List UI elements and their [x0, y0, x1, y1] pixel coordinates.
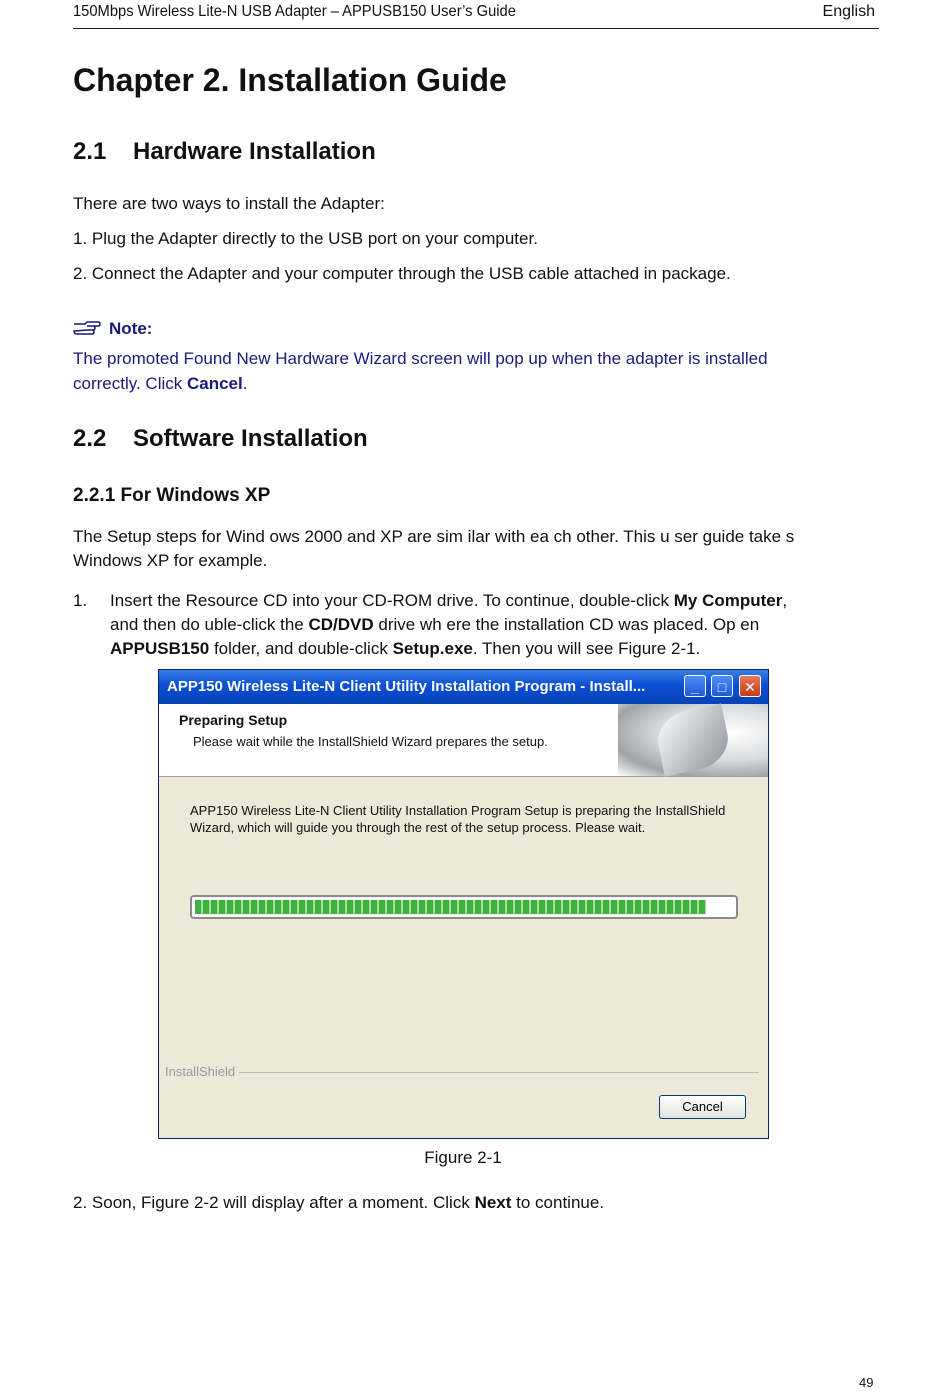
step-text: . Then you will see Figure 2-1. — [472, 639, 701, 658]
step-text: Insert the Resource CD into your CD-ROM drive. To continue, double-click — [110, 591, 674, 610]
note-line-2 — [73, 371, 247, 396]
note-heading — [73, 319, 152, 339]
note-title: Note: — [109, 319, 153, 338]
dialog-message-line-1: APP150 Wireless Lite-N Client Utility Installation Program Setup is preparing the InstallShield — [190, 803, 726, 818]
step-text: to continue. — [511, 1193, 605, 1212]
step-text: folder, and double-click — [209, 639, 393, 658]
dialog-banner — [159, 704, 768, 777]
banner-title: Preparing Setup — [179, 712, 288, 728]
installer-dialog-screenshot — [158, 669, 769, 1139]
dialog-message-line-2: Wizard, which will guide you through the rest of the setup process. Please wait. — [190, 820, 646, 835]
hardware-item-2: 2. Connect the Adapter and your computer through the USB cable attached in package. — [73, 264, 731, 283]
close-button[interactable]: ✕ — [739, 675, 761, 697]
step-text: and then do uble-click the — [110, 615, 309, 634]
step-1-line-3 — [110, 637, 700, 661]
header-document-title: 150Mbps Wireless Lite-N USB Adapter – APPUSB150 User’s Guide — [73, 3, 516, 20]
installshield-label: InstallShield — [165, 1064, 236, 1079]
step-text: drive wh ere the installation CD was placed. Op en — [373, 615, 760, 634]
section-2-2-heading — [73, 425, 368, 453]
dialog-title: APP150 Wireless Lite-N Client Utility Installation Program - Install... — [167, 678, 646, 695]
banner-subtitle: Please wait while the InstallShield Wizard prepares the setup. — [193, 734, 548, 749]
page-number: 49 — [859, 1375, 874, 1390]
cd-dvd-emphasis: CD/DVD — [308, 615, 374, 634]
maximize-button[interactable]: □ — [711, 675, 733, 697]
note-line-1: The promoted Found New Hardware Wizard screen will pop up when the adapter is installed — [73, 349, 768, 368]
note-text-end: . — [242, 374, 248, 393]
section-number: 2.2 — [73, 425, 107, 452]
cancel-button[interactable]: Cancel — [659, 1095, 746, 1119]
figure-caption: Figure 2-1 — [424, 1148, 502, 1167]
folder-emphasis: APPUSB150 — [110, 639, 210, 658]
step-2 — [73, 1191, 604, 1215]
progress-fill — [195, 900, 706, 914]
dialog-title-bar — [159, 670, 768, 704]
page-curl-graphic — [618, 704, 768, 776]
progress-bar — [190, 895, 738, 919]
note-cancel-emphasis: Cancel — [186, 374, 243, 393]
hardware-item-1: 1. Plug the Adapter directly to the USB port on your computer. — [73, 229, 538, 248]
pointing-hand-icon — [73, 320, 101, 336]
step-1-line-2 — [110, 613, 759, 637]
my-computer-emphasis: My Computer — [673, 591, 783, 610]
minimize-button[interactable]: _ — [684, 675, 706, 697]
running-header — [73, 0, 879, 29]
header-language: English — [822, 3, 875, 20]
divider — [239, 1072, 759, 1073]
hardware-intro: There are two ways to install the Adapter: — [73, 194, 385, 213]
section-2-1-heading — [73, 138, 376, 166]
next-emphasis: Next — [474, 1193, 512, 1212]
section-title: Software Installation — [133, 425, 368, 452]
step-text: 2. Soon, Figure 2-2 will display after a moment. Click — [73, 1193, 475, 1212]
dialog-message — [190, 802, 725, 836]
step-text: , — [782, 591, 788, 610]
chapter-title: Chapter 2. Installation Guide — [73, 62, 507, 98]
note-text: correctly. Click — [73, 374, 187, 393]
section-number: 2.1 — [73, 138, 107, 165]
setup-exe-emphasis: Setup.exe — [392, 639, 473, 658]
section-title: Hardware Installation — [133, 138, 376, 165]
windows-xp-para-line-2: Windows XP for example. — [73, 551, 268, 570]
step-1-line-1 — [110, 589, 787, 613]
step-1-number: 1. — [73, 591, 88, 610]
windows-xp-para-line-1: The Setup steps for Wind ows 2000 and XP are sim ilar with ea ch other. This u ser guide take s — [73, 527, 795, 546]
subsection-2-2-1-heading: 2.2.1 For Windows XP — [73, 485, 271, 506]
